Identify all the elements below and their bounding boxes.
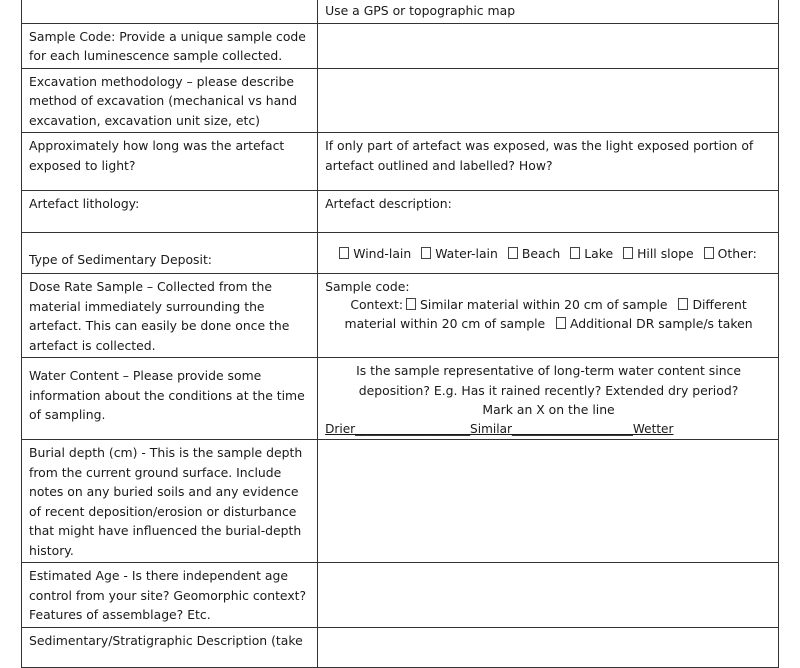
dose-rate-label: Dose Rate Sample – Collected from the material immediately surrounding the artefact. This can easily be done once the artefact is collected.: [29, 279, 290, 353]
burial-depth-input-cell[interactable]: [318, 440, 779, 563]
table-row-burial-depth: [22, 440, 779, 563]
checkbox-icon[interactable]: [339, 247, 349, 259]
water-content-input-cell: [318, 358, 779, 440]
option-label: Other:: [717, 245, 757, 261]
context-label: Context:: [350, 296, 404, 312]
stratigraphy-label: Sedimentary/Stratigraphic Description (take: [29, 632, 303, 648]
estimated-age-input-cell[interactable]: [318, 563, 779, 628]
table-row-water-content: [22, 358, 779, 440]
lithology-label: Artefact lithology:: [29, 196, 140, 211]
sample-code-label: Sample Code: Provide a unique sample code for each luminescence sample collected.: [29, 28, 306, 63]
option-label: Beach: [521, 245, 561, 261]
estimated-age-label-cell: [22, 563, 318, 628]
deposit-type-label: Type of Sedimentary Deposit:: [29, 251, 212, 267]
exposure-label: Approximately how long was the artefact exposed to light?: [29, 138, 285, 173]
water-content-question: Is the sample representative of long-term water content since deposition? E.g. Has it rained recently? Extended dry period?: [356, 363, 741, 398]
lithology-cell[interactable]: [22, 191, 318, 233]
deposit-option-beach[interactable]: [508, 244, 560, 264]
deposit-label-cell: [22, 233, 318, 274]
table-row-exposure: [22, 133, 779, 191]
checkbox-icon[interactable]: [556, 317, 566, 329]
table-row-deposit: [22, 233, 779, 274]
field-sample-form-table: [21, 0, 779, 668]
location-label-cell: [22, 0, 318, 23]
stratigraphy-label-cell: [22, 627, 318, 667]
stratigraphy-input-cell[interactable]: [318, 627, 779, 667]
deposit-options-cell: [318, 233, 779, 274]
table-row-sample-code: [22, 23, 779, 68]
checkbox-icon[interactable]: [406, 298, 416, 310]
burial-depth-label-cell: [22, 440, 318, 563]
water-content-scale-line[interactable]: Drier___________________Similar____________________Wetter: [325, 421, 674, 436]
context-option-similar[interactable]: Similar material within 20 cm of sample: [420, 296, 668, 312]
deposit-option-hill-slope[interactable]: [623, 244, 694, 264]
location-hint-text: Use a GPS or topographic map: [325, 3, 516, 18]
option-label: Wind-lain: [353, 245, 412, 261]
checkbox-icon[interactable]: [421, 247, 431, 259]
checkbox-icon[interactable]: [623, 247, 633, 259]
burial-depth-label: Burial depth (cm) - This is the sample depth from the current ground surface. Include notes on any buried soils and any evidence of recent deposition/erosion or disturbance that might have influenced the burial-depth history.: [29, 445, 303, 558]
checkbox-icon[interactable]: [570, 247, 580, 259]
dose-rate-input-cell: [318, 274, 779, 358]
deposit-option-wind-lain[interactable]: [339, 244, 411, 264]
option-label: Lake: [584, 245, 614, 261]
table-row-estimated-age: [22, 563, 779, 628]
checkbox-icon[interactable]: [508, 247, 518, 259]
deposit-option-other[interactable]: [704, 244, 757, 264]
sample-code-label-cell: [22, 23, 318, 68]
water-content-label: Water Content – Please provide some information about the conditions at the time of sampling.: [29, 368, 305, 422]
water-content-label-cell: [22, 358, 318, 440]
dose-rate-label-cell: [22, 274, 318, 358]
checkbox-icon[interactable]: [704, 247, 714, 259]
excavation-label: Excavation methodology – please describe method of excavation (mechanical vs hand excavation, excavation unit size, etc): [29, 73, 297, 128]
sample-code-input-cell[interactable]: [318, 23, 779, 68]
water-content-instruction: Mark an X on the line: [482, 402, 615, 417]
artefact-description-cell[interactable]: [318, 191, 779, 233]
deposit-option-lake[interactable]: [570, 244, 613, 264]
table-row-stratigraphy: [22, 627, 779, 667]
excavation-label-cell: [22, 68, 318, 133]
excavation-input-cell[interactable]: [318, 68, 779, 133]
table-row-excavation: [22, 68, 779, 133]
exposure-label-cell: [22, 133, 318, 191]
table-row-lithology: [22, 191, 779, 233]
table-row-dose-rate: [22, 274, 779, 358]
context-option-different[interactable]: Different material within 20 cm of sample: [344, 296, 747, 331]
context-option-additional[interactable]: Additional DR sample/s taken: [570, 316, 753, 331]
option-label: Hill slope: [637, 245, 694, 261]
exposure-input-cell[interactable]: [318, 133, 779, 191]
estimated-age-label: Estimated Age - Is there independent age control from your site? Geomorphic context? Features of assemblage? Etc.: [29, 568, 307, 622]
artefact-description-label: Artefact description:: [325, 196, 452, 211]
partial-exposure-question: If only part of artefact was exposed, was the light exposed portion of artefact outlined and labelled? How?: [325, 138, 754, 173]
table-row-location: [22, 0, 779, 23]
dose-rate-context-options: [325, 295, 772, 334]
checkbox-icon[interactable]: [678, 298, 688, 310]
dose-rate-sample-code-label: Sample code:: [325, 279, 410, 294]
deposit-option-water-lain[interactable]: [421, 244, 498, 264]
location-input-cell[interactable]: [318, 0, 779, 23]
option-label: Water-lain: [435, 245, 498, 261]
